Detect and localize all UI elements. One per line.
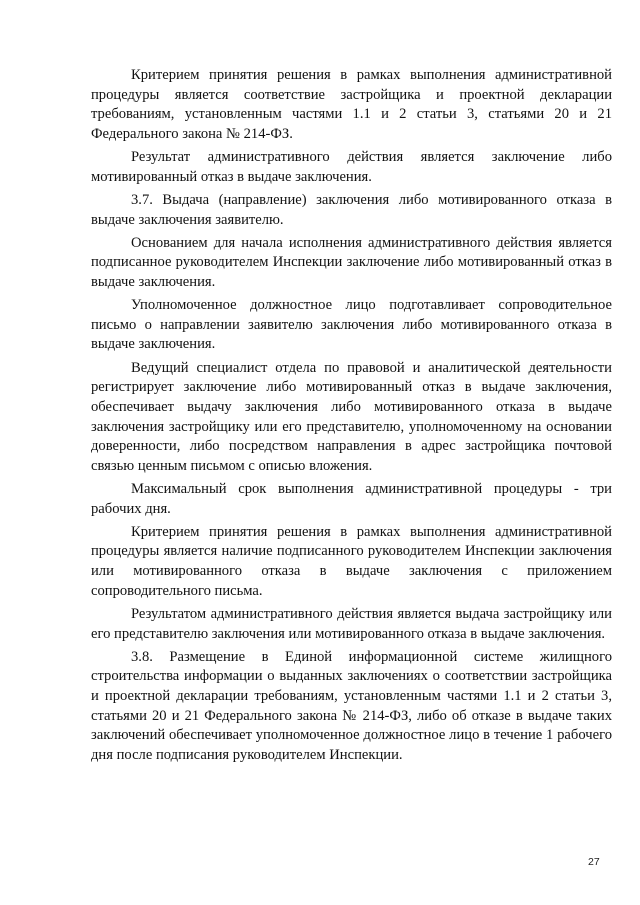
paragraph-registration: Ведущий специалист отдела по правовой и аналитической деятельности регистрирует заключение либо мотивированный отказ в выдаче заключения, обеспечивает выдачу заключения либо мотивированного отказа в выдаче заключения застройщику или его представителю, уполномоченному на основании доверенности, либо посредством направления в адрес застройщика почтовой связью ценным письмом с описью вложения. — [91, 359, 612, 474]
paragraph-grounds: Основанием для начала исполнения административного действия является подписанное руководителем Инспекции заключение либо мотивированный отказ в выдаче заключения. — [91, 234, 612, 290]
paragraph-section-3-7: 3.7. Выдача (направление) заключения либо мотивированного отказа в выдаче заключения заявителю. — [91, 191, 612, 228]
paragraph-section-3-8: 3.8. Размещение в Единой информационной системе жилищного строительства информации о выданных заключениях о соответствии застройщика и проектной декларации требованиям, установленным частями 1.1 и 2 статьи 3, статьями 20 и 21 Федерального закона № 214-ФЗ, либо об отказе в выдаче таких заключений обеспечивает уполномоченное должностное лицо в течение 1 рабочего дня после подписания руководителем Инспекции. — [91, 648, 612, 763]
paragraph-cover-letter: Уполномоченное должностное лицо подготавливает сопроводительное письмо о направлении заявителю заключения либо мотивированного отказа в выдаче заключения. — [91, 297, 612, 353]
paragraph-criterion-signed: Критерием принятия решения в рамках выполнения административной процедуры является наличие подписанного руководителем Инспекции заключения или мотивированного отказа в выдаче заключения с приложением сопроводительного письма. — [91, 523, 612, 599]
paragraph-max-term: Максимальный срок выполнения административной процедуры - три рабочих дня. — [91, 481, 612, 517]
page-number: 27 — [588, 856, 600, 868]
body-text — [91, 66, 612, 769]
paragraph-result-issue: Результатом административного действия является выдача застройщику или его представителю заключения или мотивированного отказа в выдаче заключения. — [91, 605, 612, 642]
paragraph-criterion-compliance: Критерием принятия решения в рамках выполнения административной процедуры является соответствие застройщика и проектной декларации требованиям, установленным частями 1.1 и 2 статьи 3, статьями 20 и 21 Федерального закона № 214-ФЗ. — [91, 67, 612, 142]
paragraph-result-conclusion: Результат административного действия является заключение либо мотивированный отказ в выдаче заключения. — [91, 149, 612, 185]
